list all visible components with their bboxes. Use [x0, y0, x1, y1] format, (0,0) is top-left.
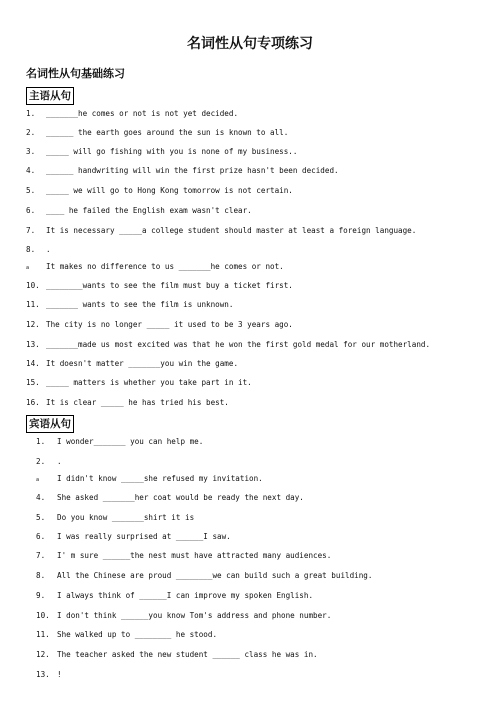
item-number: 12. — [36, 650, 50, 659]
item-number: 15. — [26, 378, 40, 387]
item-text: ________wants to see the film must buy a ticket first. — [46, 281, 293, 290]
item-number: 1. — [26, 109, 36, 118]
item-text: All the Chinese are proud ________we can build such a great building. — [57, 571, 373, 580]
item-text: She walked up to ________ he stood. — [57, 630, 218, 639]
item-text: _______made us most excited was that he won the first gold medal for our motherland. — [46, 340, 431, 349]
item-number: 6. — [36, 532, 46, 541]
item-text: ______ the earth goes around the sun is known to all. — [46, 128, 289, 137]
item-number: 4. — [26, 166, 36, 175]
item-text: _______ wants to see the film is unknown. — [46, 300, 234, 309]
exercise-item — [36, 630, 217, 640]
item-number: 8. — [26, 245, 36, 254]
item-text: ! — [57, 670, 62, 679]
item-number: a — [26, 265, 30, 271]
exercise-item — [26, 128, 288, 138]
exercise-item — [36, 437, 203, 447]
item-number: 10. — [36, 611, 50, 620]
item-text: ______ handwriting will win the first prize hasn't been decided. — [46, 166, 339, 175]
item-text: It is clear _____ he has tried his best. — [46, 398, 229, 407]
item-text: ____ he failed the English exam wasn't clear. — [46, 206, 252, 215]
item-number: 5. — [26, 186, 36, 195]
item-text: It doesn't matter _______you win the game. — [46, 359, 239, 368]
exercise-item — [26, 262, 284, 273]
item-number: 16. — [26, 398, 40, 407]
item-number: 7. — [26, 226, 36, 235]
item-number: 12. — [26, 320, 40, 329]
exercise-item — [36, 611, 331, 621]
item-text: It makes no difference to us _______he comes or not. — [46, 262, 284, 271]
exercise-item — [26, 245, 51, 255]
item-text: . — [46, 245, 51, 254]
exercise-item — [36, 513, 194, 523]
item-text: I didn't know _____she refused my invitation. — [57, 474, 263, 483]
exercise-item — [26, 166, 339, 176]
exercise-item — [26, 340, 430, 350]
item-text: I wonder_______ you can help me. — [57, 437, 204, 446]
exercise-item — [26, 300, 233, 310]
page-title: 名词性从句专项练习 — [187, 36, 313, 52]
item-number: 8. — [36, 571, 46, 580]
item-text: It is necessary _____a college student should master at least a foreign language. — [46, 226, 417, 235]
exercise-item — [36, 474, 263, 485]
item-number: 11. — [36, 630, 50, 639]
exercise-item — [36, 532, 231, 542]
item-text: _____ we will go to Hong Kong tomorrow is not certain. — [46, 186, 293, 195]
section-heading: 名词性从句基础练习 — [26, 67, 125, 80]
item-text: The teacher asked the new student ______ class he was in. — [57, 650, 318, 659]
section-label-object-clause: 宾语从句 — [26, 415, 74, 433]
exercise-item — [36, 493, 304, 503]
item-text: I' m sure ______the nest must have attracted many audiences. — [57, 551, 332, 560]
exercise-item — [26, 281, 293, 291]
item-number: 6. — [26, 206, 36, 215]
item-number: 7. — [36, 551, 46, 560]
item-number: a — [36, 477, 40, 483]
exercise-item — [26, 320, 293, 330]
item-number: 4. — [36, 493, 46, 502]
exercise-item — [26, 378, 252, 388]
exercise-item — [36, 551, 331, 561]
item-text: The city is no longer _____ it used to be 3 years ago. — [46, 320, 293, 329]
item-number: 3. — [26, 147, 36, 156]
exercise-item — [36, 670, 62, 680]
item-number: 14. — [26, 359, 40, 368]
exercise-item — [26, 398, 229, 408]
exercise-item — [36, 457, 62, 467]
exercise-item — [26, 206, 252, 216]
item-number: 1. — [36, 437, 46, 446]
item-text: Do you know _______shirt it is — [57, 513, 195, 522]
exercise-item — [26, 147, 297, 157]
item-text: _______he comes or not is not yet decided. — [46, 109, 239, 118]
item-number: 13. — [26, 340, 40, 349]
item-number: 9. — [36, 591, 46, 600]
exercise-item — [26, 226, 416, 236]
item-number: 5. — [36, 513, 46, 522]
exercise-item — [36, 571, 372, 581]
item-number: 2. — [26, 128, 36, 137]
exercise-item — [36, 591, 313, 601]
exercise-item — [26, 186, 293, 196]
item-text: _____ will go fishing with you is none of my business.. — [46, 147, 298, 156]
item-text: I always think of ______I can improve my spoken English. — [57, 591, 314, 600]
section-label-subject-clause: 主语从句 — [26, 87, 74, 105]
item-text: I was really surprised at ______I saw. — [57, 532, 231, 541]
item-number: 2. — [36, 457, 46, 466]
exercise-item — [26, 109, 238, 119]
item-text: _____ matters is whether you take part in it. — [46, 378, 252, 387]
exercise-item — [26, 359, 238, 369]
item-number: 10. — [26, 281, 40, 290]
item-text: She asked _______her coat would be ready the next day. — [57, 493, 304, 502]
exercise-item — [36, 650, 318, 660]
item-number: 13. — [36, 670, 50, 679]
item-number: 11. — [26, 300, 40, 309]
item-text: I don't think ______you know Tom's address and phone number. — [57, 611, 332, 620]
item-text: . — [57, 457, 62, 466]
